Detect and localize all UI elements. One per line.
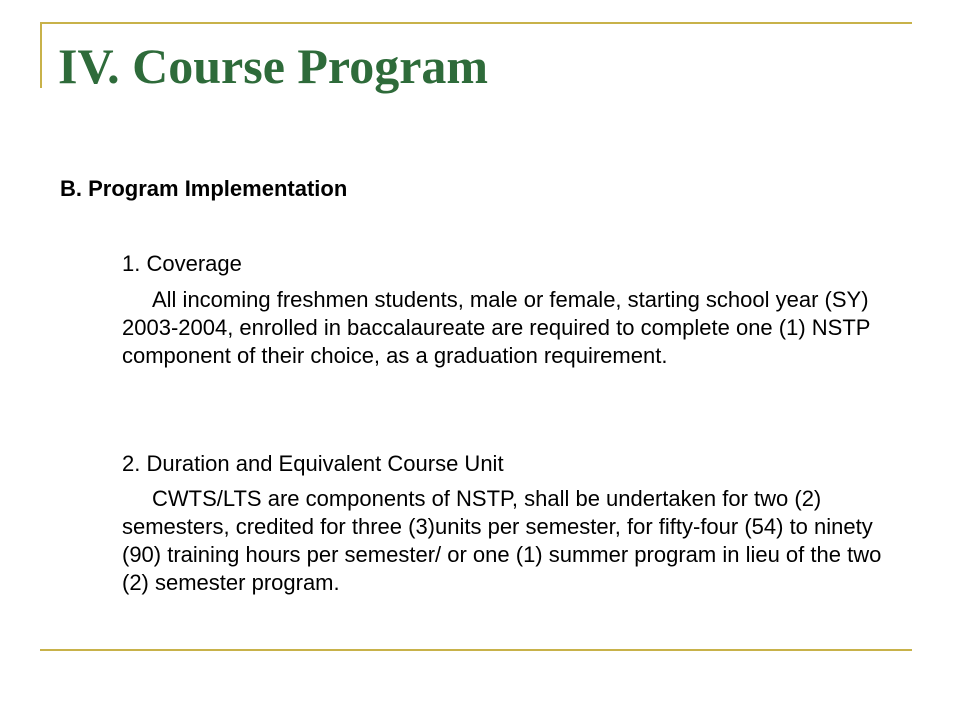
left-accent-line — [40, 22, 42, 88]
section-heading: B. Program Implementation — [60, 176, 348, 201]
duration-heading: 2. Duration and Equivalent Course Unit — [122, 451, 504, 476]
duration-paragraph: CWTS/LTS are components of NSTP, shall be undertaken for two (2) semesters, credited for three (3)units per semester, for fifty-four (54) to ninety (90) training hours per semester/ or one (1) summer program in lieu of the two (2) semester program. — [122, 486, 882, 595]
top-divider-line — [40, 22, 912, 24]
coverage-heading: 1. Coverage — [122, 251, 242, 276]
coverage-paragraph: All incoming freshmen students, male or female, starting school year (SY) 2003-2004, enrolled in baccalaureate are required to complete one (1) NSTP component of their choice, as a graduation requirement. — [122, 287, 871, 368]
bottom-divider-line — [40, 649, 912, 651]
slide-title: IV. Course Program — [58, 38, 489, 94]
